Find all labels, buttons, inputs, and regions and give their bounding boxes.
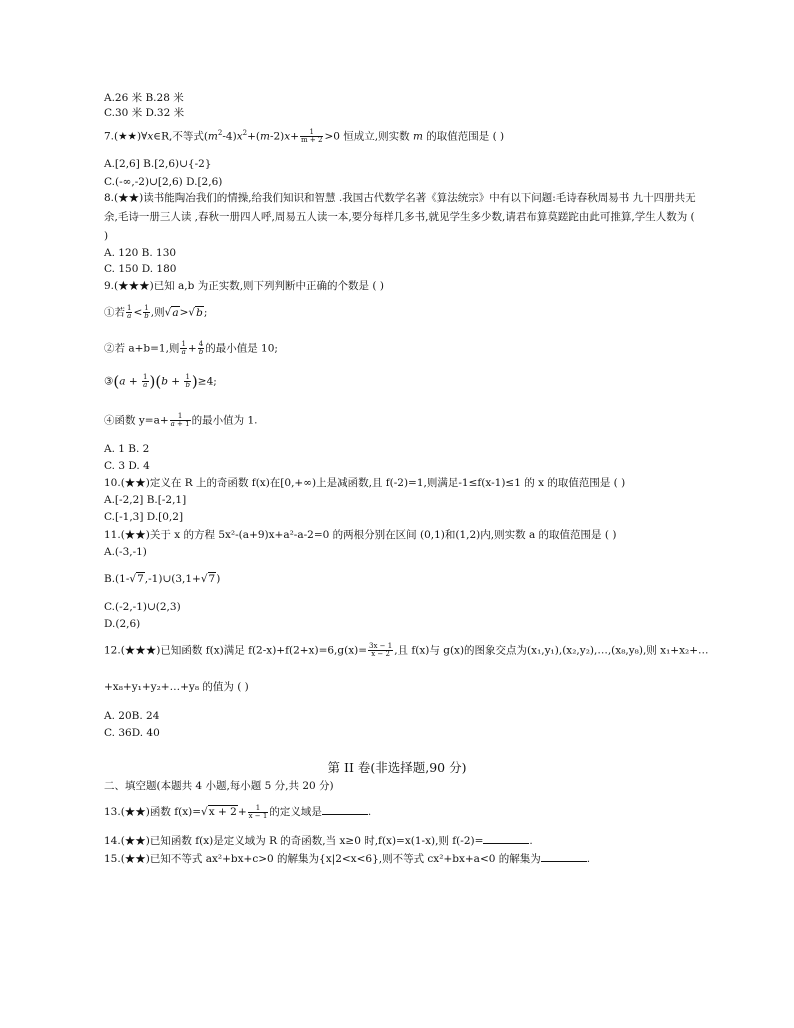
q8-stem: 8.(★★)读书能陶冶我们的情操,给我们知识和智慧 .我国古代数学名著《算法统宗》中有以下问题:毛诗春秋周易书 九十四册共无余,毛诗一册三人读 ,春秋一册四人呼,周易五人读一本,要分每样几多书,就见学生多少数,请君布算莫蹉跎由此可推算,学生人数为 ( ) bbox=[104, 192, 696, 242]
q6-option-line-2: C.30 米 D.32 米 bbox=[104, 107, 185, 119]
q9-stem: 9.(★★★)已知 a,b 为正实数,则下列判断中正确的个数是 ( ) bbox=[104, 280, 384, 292]
q8-option-line-1: A. 120 B. 130 bbox=[104, 247, 177, 259]
q9-statement-1: ①若 $\frac{1}{a}$ < $\frac{1}{b}$ ,则√a>√b; bbox=[104, 304, 208, 320]
q6-option-line-1: A.26 米 B.28 米 bbox=[104, 92, 184, 104]
q12-option-line-2: C. 36D. 40 bbox=[104, 727, 160, 739]
q8-option-line-2: C. 150 D. 180 bbox=[104, 263, 177, 275]
q9-statement-4: ④函数 y=a+ $\frac{1}{a + 1}$ 的最小值为 1. bbox=[104, 412, 258, 428]
q14-answer-blank[interactable] bbox=[483, 833, 529, 844]
q13-answer-blank[interactable] bbox=[322, 804, 368, 815]
q7-stem: 7.(★★)∀x∈R,不等式$(m^2-4)x^2+(m-2)x+$ $\frac{1}{m + 2}$ >0 恒成立,则实数 m 的取值范围是 ( ) bbox=[104, 128, 505, 144]
q14-stem: 14.(★★)已知函数 f(x)是定义域为 R 的奇函数,当 x≥0 时,f(x)=x(1-x),则 f(-2)= . bbox=[104, 835, 533, 847]
q10-stem: 10.(★★)定义在 R 上的奇函数 f(x)在[0,+∞)上是减函数,且 f(-2)=1,则满足-1≤f(x-1)≤1 的 x 的取值范围是 ( ) bbox=[104, 477, 626, 489]
q7-fraction: $\frac{1}{m + 2}$ bbox=[301, 128, 323, 144]
q12-option-line-1: A. 20B. 24 bbox=[104, 710, 160, 722]
section-title: 第 II 卷(非选择题,90 分) bbox=[327, 760, 467, 775]
q10-option-line-1: A.[-2,2] B.[-2,1] bbox=[104, 494, 187, 506]
q11-option-c: C.(-2,-1)∪(2,3) bbox=[104, 601, 181, 613]
section-heading: 二、填空题(本题共 4 小题,每小题 5 分,共 20 分) bbox=[104, 780, 334, 792]
q12-fraction: $\frac{3x - 1}{x - 2}$ bbox=[369, 642, 393, 658]
q9-option-line-2: C. 3 D. 4 bbox=[104, 460, 150, 472]
q13-stem: 13.(★★)函数 f(x)=√x + 2+ $\frac{1}{x - 1}$ 的定义域是 . bbox=[104, 803, 372, 820]
q9-statement-2: ②若 a+b=1,则 $\frac{1}{a}$ + $\frac{4}{b}$ 的最小值是 10; bbox=[104, 340, 278, 356]
q10-option-line-2: C.[-1,3] D.[0,2] bbox=[104, 511, 184, 523]
q12-stem: 12.(★★★)已知函数 f(x)满足 f(2-x)+f(2+x)=6,g(x)= $\frac{3x - 1}{x - 2}$ ,且 f(x)与 g(x)的图象交点为(x₁,y₁),(x₂,y₂),…,(x₈,y₈),则 x₁+x₂+… bbox=[104, 642, 709, 658]
q11-stem: 11.(★★)关于 x 的方程 5x²-(a+9)x+a²-a-2=0 的两根分别在区间 (0,1)和(1,2)内,则实数 a 的取值范围是 ( ) bbox=[104, 529, 617, 541]
q7-option-line-2: C.(-∞,-2)∪[2,6) D.[2,6) bbox=[104, 176, 223, 188]
q9-option-line-1: A. 1 B. 2 bbox=[104, 443, 150, 455]
q11-option-b: B.(1-√7,-1)∪(3,1+√7) bbox=[104, 573, 221, 585]
q15-answer-blank[interactable] bbox=[541, 851, 587, 862]
q11-option-d: D.(2,6) bbox=[104, 618, 141, 630]
q9-statement-3: ③(a + $\frac{1}{a}$ )(b + $\frac{1}{b}$ )≥4; bbox=[104, 372, 217, 391]
q12-stem-continued: +x₈+y₁+y₂+…+y₈ 的值为 ( ) bbox=[104, 681, 249, 693]
q7-option-line-1: A.[2,6] B.[2,6)∪{-2} bbox=[104, 158, 212, 170]
q11-option-a: A.(-3,-1) bbox=[104, 546, 147, 558]
q15-stem: 15.(★★)已知不等式 ax²+bx+c>0 的解集为{x|2<x<6},则不等式 cx²+bx+a<0 的解集为 . bbox=[104, 853, 591, 865]
